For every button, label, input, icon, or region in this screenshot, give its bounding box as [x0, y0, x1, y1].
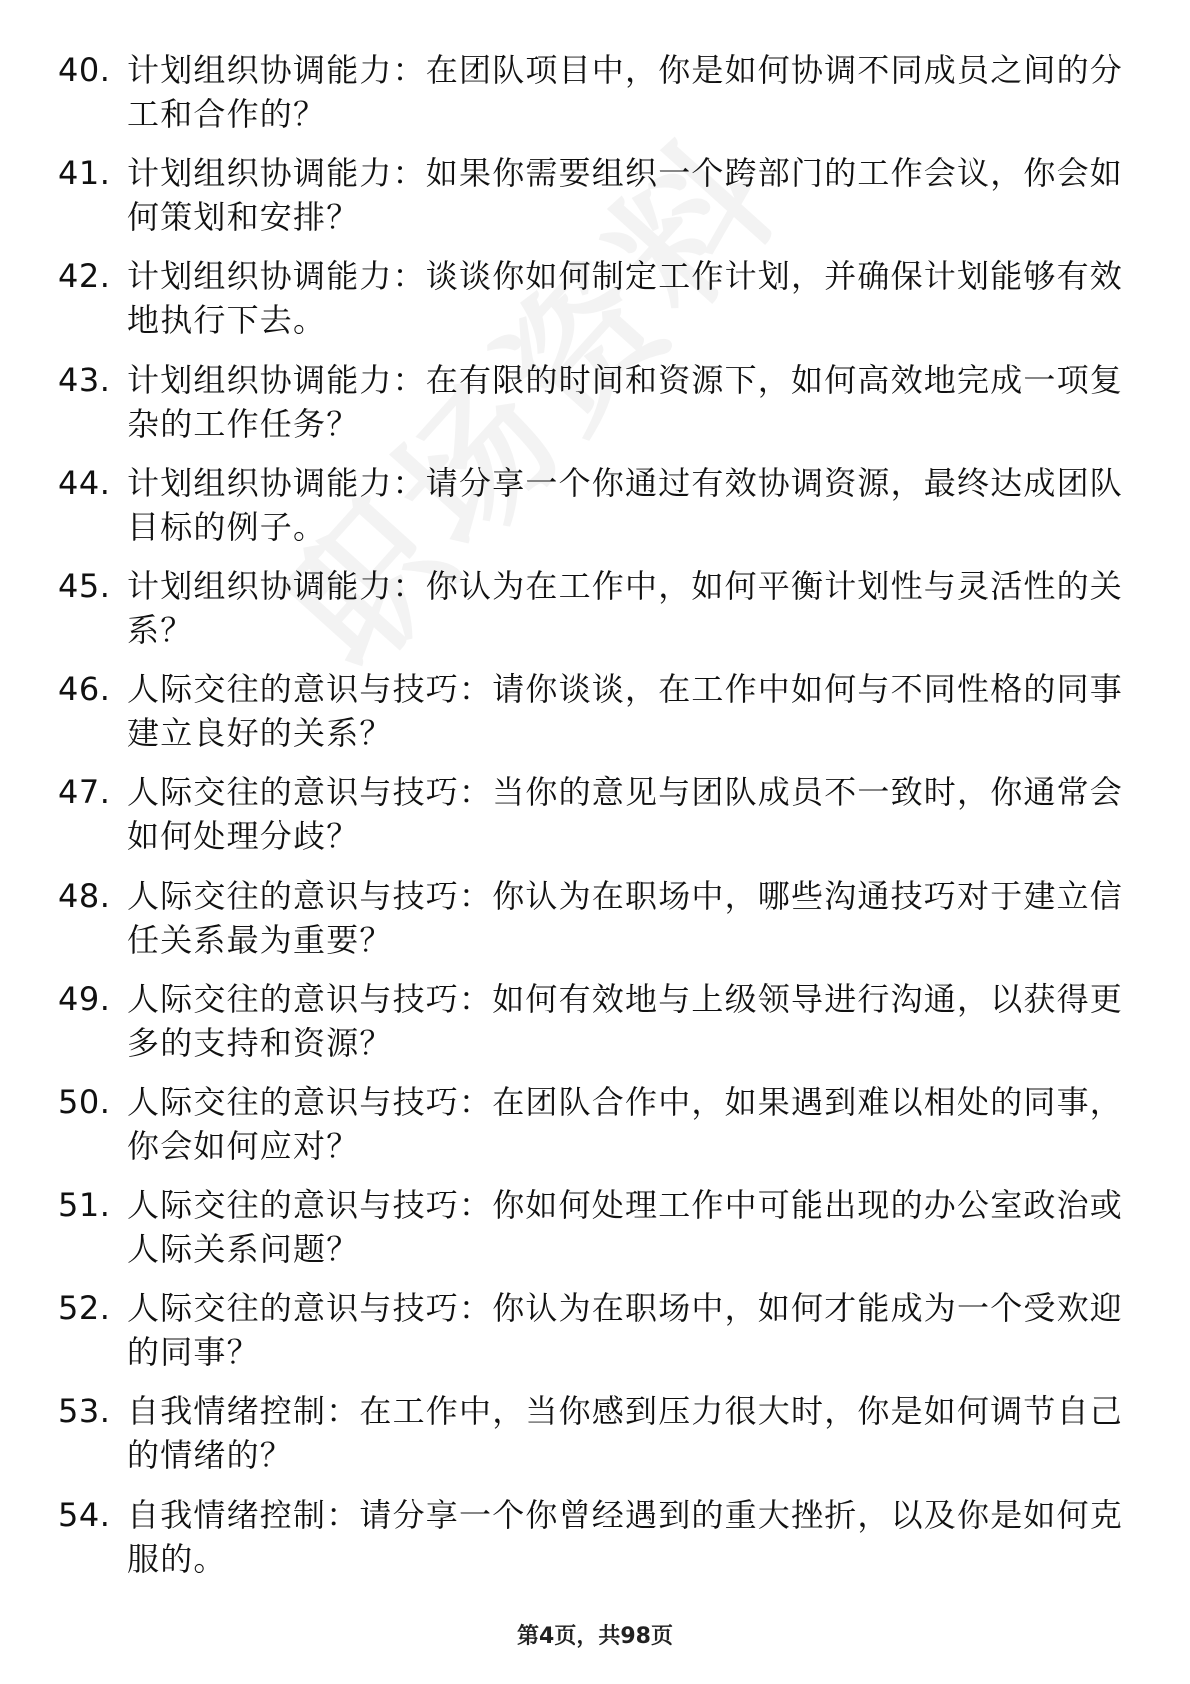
question-text: 人际交往的意识与技巧：你如何处理工作中可能出现的办公室政治或人际关系问题？ — [127, 1186, 1124, 1269]
question-item — [0, 977, 1190, 1080]
question-item — [0, 1080, 1190, 1183]
question-text: 人际交往的意识与技巧：在团队合作中，如果遇到难以相处的同事，你会如何应对？ — [127, 1082, 1124, 1165]
question-text: 计划组织协调能力：你认为在工作中，如何平衡计划性与灵活性的关系？ — [127, 566, 1124, 649]
question-number: 45. — [58, 566, 111, 605]
question-text: 计划组织协调能力：如果你需要组织一个跨部门的工作会议，你会如何策划和安排？ — [127, 154, 1124, 237]
question-number: 41. — [58, 154, 111, 193]
question-number: 51. — [58, 1186, 111, 1225]
question-item — [0, 667, 1190, 770]
question-item — [0, 770, 1190, 873]
question-number: 49. — [58, 979, 111, 1018]
question-text: 计划组织协调能力：在有限的时间和资源下，如何高效地完成一项复杂的工作任务？ — [127, 360, 1124, 443]
question-item — [0, 48, 1190, 151]
question-item — [0, 461, 1190, 564]
question-text: 自我情绪控制：在工作中，当你感到压力很大时，你是如何调节自己的情绪的？ — [127, 1392, 1124, 1475]
question-number: 53. — [58, 1392, 111, 1431]
question-number: 48. — [58, 876, 111, 915]
question-text: 计划组织协调能力：请分享一个你通过有效协调资源，最终达成团队目标的例子。 — [127, 463, 1124, 546]
question-item — [0, 564, 1190, 667]
question-number: 40. — [58, 51, 111, 89]
question-item — [0, 151, 1190, 254]
question-item — [0, 254, 1190, 357]
question-text: 计划组织协调能力：谈谈你如何制定工作计划，并确保计划能够有效地执行下去。 — [127, 257, 1124, 340]
question-number: 47. — [58, 773, 111, 812]
question-item — [0, 874, 1190, 977]
question-text: 自我情绪控制：请分享一个你曾经遇到的重大挫折，以及你是如何克服的。 — [127, 1495, 1124, 1578]
question-text: 人际交往的意识与技巧：如何有效地与上级领导进行沟通，以获得更多的支持和资源？ — [127, 979, 1124, 1062]
question-item — [0, 1286, 1190, 1389]
question-text: 计划组织协调能力：在团队项目中，你是如何协调不同成员之间的分工和合作的？ — [127, 51, 1124, 133]
question-item — [0, 1183, 1190, 1286]
question-number: 54. — [58, 1495, 111, 1534]
question-number: 42. — [58, 257, 111, 296]
page-footer: 第4页，共98页 — [517, 1624, 673, 1649]
question-number: 43. — [58, 360, 111, 399]
question-text: 人际交往的意识与技巧：你认为在职场中，哪些沟通技巧对于建立信任关系最为重要？ — [127, 876, 1124, 959]
question-item — [0, 1389, 1190, 1492]
question-list — [0, 48, 1190, 1596]
question-number: 52. — [58, 1289, 111, 1328]
question-text: 人际交往的意识与技巧：你认为在职场中，如何才能成为一个受欢迎的同事？ — [127, 1289, 1124, 1372]
question-item — [0, 1493, 1190, 1596]
question-text: 人际交往的意识与技巧：当你的意见与团队成员不一致时，你通常会如何处理分歧？ — [127, 773, 1124, 856]
question-text: 人际交往的意识与技巧：请你谈谈，在工作中如何与不同性格的同事建立良好的关系？ — [127, 670, 1124, 753]
question-number: 44. — [58, 463, 111, 502]
question-item — [0, 358, 1190, 461]
question-number: 50. — [58, 1082, 111, 1121]
question-number: 46. — [58, 670, 111, 709]
